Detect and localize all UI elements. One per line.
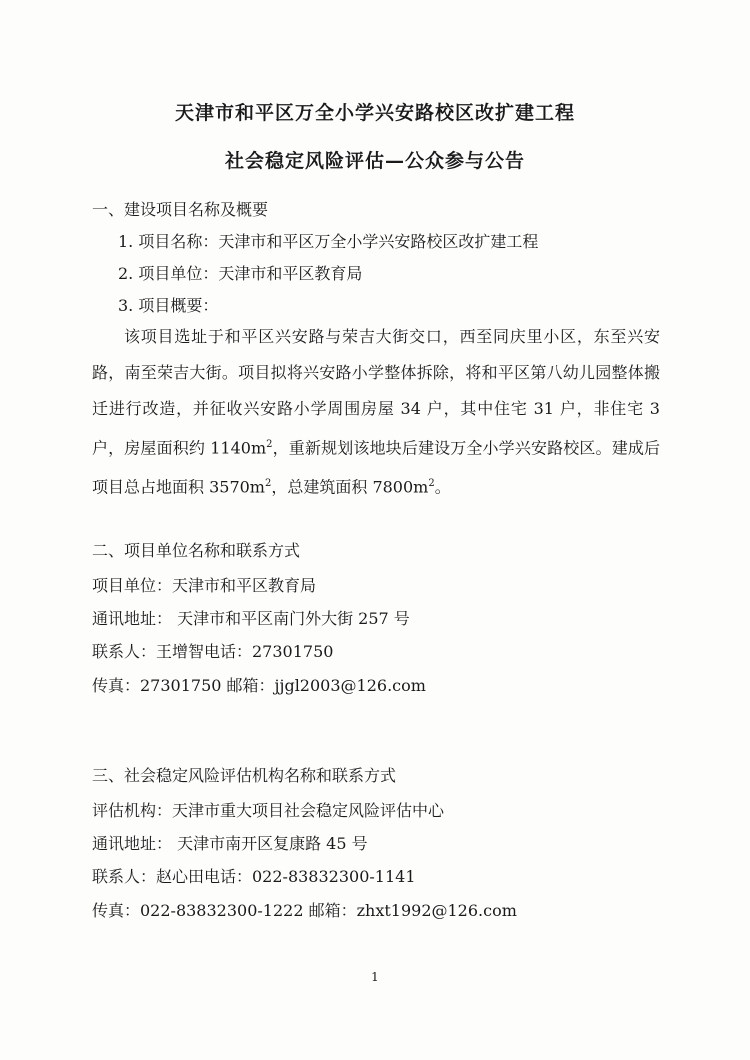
document-title-line2: 社会稳定风险评估—公众参与公告 (224, 150, 525, 172)
section3-contact: 联系人：赵心田电话：022-83832300-1141 (92, 867, 416, 886)
section1-item-project-unit: 2. 项目单位：天津市和平区教育局 (118, 264, 363, 283)
section1-heading: 一、建设项目名称及概要 (92, 200, 269, 219)
section2-heading: 二、项目单位名称和联系方式 (92, 541, 301, 560)
section3-fax-email: 传真：022-83832300-1222 邮箱：zhxt1992@126.com (92, 901, 517, 920)
section1-item-project-summary: 3. 项目概要： (118, 296, 219, 315)
summary-text-d: 。 (434, 477, 451, 497)
section2-contact: 联系人：王增智电话：27301750 (92, 642, 334, 661)
document-title-line1: 天津市和平区万全小学兴安路校区改扩建工程 (174, 102, 575, 124)
section1-item-project-name: 1. 项目名称：天津市和平区万全小学兴安路校区改扩建工程 (118, 232, 539, 251)
summary-text-b: ，重新规划该地块后建设万全小学兴安路校区。建成后项目总占地面积 3570m (92, 438, 660, 497)
project-summary-paragraph (92, 319, 660, 506)
section2-project-unit: 项目单位：天津市和平区教育局 (92, 576, 317, 595)
superscript-2: 2 (428, 478, 435, 490)
section3-assessment-org: 评估机构：天津市重大项目社会稳定风险评估中心 (92, 801, 445, 820)
section2-fax-email: 传真：27301750 邮箱：jjgl2003@126.com (92, 676, 426, 695)
section3-address: 通讯地址： 天津市南开区复康路 45 号 (92, 834, 368, 853)
page-number: 1 (371, 970, 379, 984)
section2-address: 通讯地址： 天津市和平区南门外大街 257 号 (92, 609, 410, 628)
superscript-2: 2 (264, 478, 272, 490)
section3-heading: 三、社会稳定风险评估机构名称和联系方式 (92, 766, 397, 785)
summary-text-a: 该项目选址于和平区兴安路与荣吉大街交口，西至同庆里小区，东至兴安路，南至荣吉大街。项目拟将兴安路小学整体拆除，将和平区第八幼儿园整体搬迁进行改造，并征收兴安路小学周围房屋 34 户，其中住宅 31 户，非住宅 3 户，房屋面积约 1140m (92, 327, 660, 458)
superscript-2: 2 (266, 439, 273, 450)
summary-text-c: ，总建筑面积 7800m (271, 477, 429, 497)
